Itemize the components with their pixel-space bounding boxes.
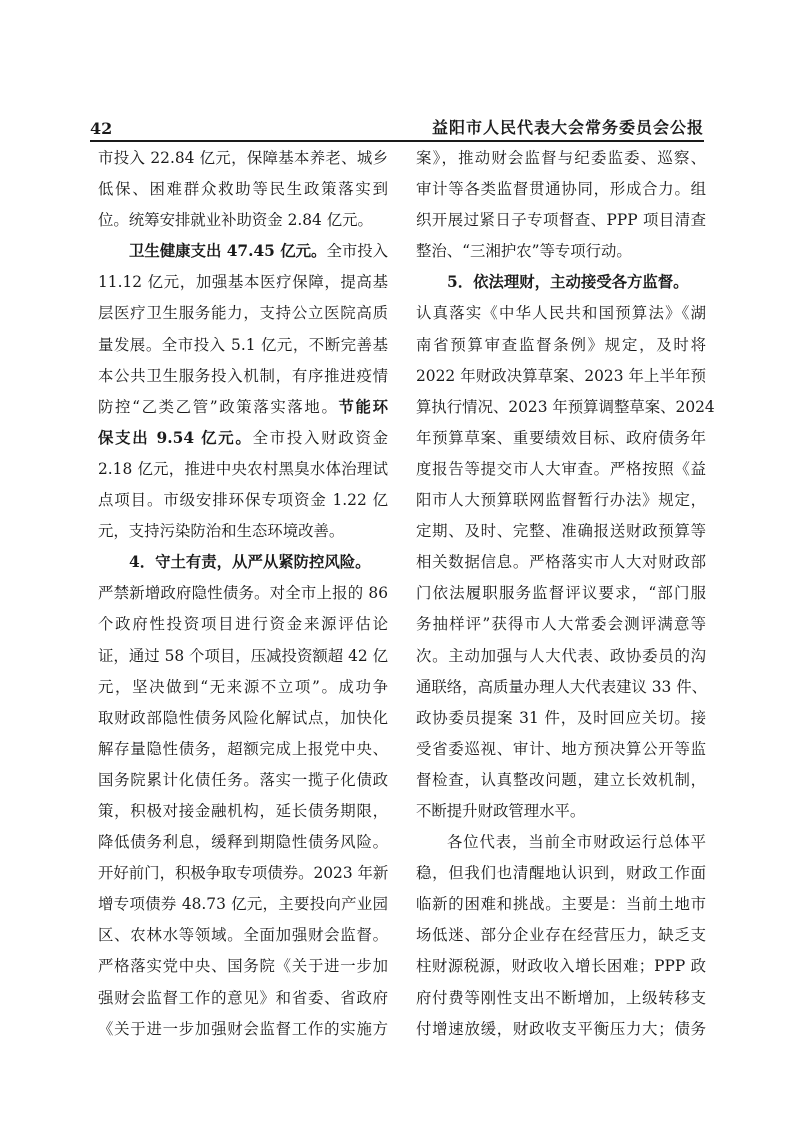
text-run: 证，通过 58 个项目，压减投资额超 42 亿 bbox=[98, 646, 388, 665]
text-run: 阳市人大预算联网监督暂行办法》规定， bbox=[416, 491, 706, 510]
text-run: 降低债务利息，缓释到期隐性债务风险。 bbox=[98, 833, 388, 852]
text-run: 本公共卫生服务投入机制，有序推进疫情 bbox=[98, 366, 388, 385]
text-run: 《关于进一步加强财会监督工作的实施方 bbox=[98, 1019, 388, 1038]
text-run: 认真落实《中华人民共和国预算法》《湖 bbox=[416, 304, 706, 323]
text-run: 11.12 亿元，加强基本医疗保障，提高基 bbox=[98, 273, 388, 292]
text-run: 柱财源税源，财政收入增长困难；PPP 政 bbox=[416, 957, 706, 976]
text-run: 场低迷、部分企业存在经营压力，缺乏支 bbox=[416, 926, 706, 945]
text-run: 点项目。市级安排环保专项资金 1.22 亿 bbox=[98, 491, 388, 510]
text-run: 案》，推动财会监督与纪委监委、巡察、 bbox=[416, 149, 706, 167]
page-number: 42 bbox=[90, 119, 113, 138]
text-line bbox=[98, 734, 388, 765]
text-line bbox=[416, 641, 706, 672]
text-run: 强财会监督工作的意见》和省委、省政府 bbox=[98, 988, 388, 1007]
text-line bbox=[416, 951, 706, 982]
text-run: 2022 年财政决算草案、2023 年上半年预 bbox=[416, 366, 706, 385]
text-line bbox=[416, 454, 706, 485]
text-run: 算执行情况、2023 年预算调整草案、2024 bbox=[416, 397, 715, 416]
text-run: 各位代表，当前全市财政运行总体平 bbox=[447, 833, 706, 852]
text-run: 次。主动加强与人大代表、政协委员的沟 bbox=[416, 646, 706, 665]
text-line bbox=[416, 920, 706, 951]
text-run: 解存量隐性债务，超额完成上报党中央、 bbox=[98, 739, 388, 758]
text-run: 区、农林水等领域。全面加强财会监督。 bbox=[98, 926, 388, 945]
text-run: 严格落实党中央、国务院《关于进一步加 bbox=[98, 957, 388, 976]
text-line bbox=[98, 609, 388, 640]
text-run: 严禁新增政府隐性债务。对全市上报的 86 bbox=[98, 584, 388, 603]
text-line bbox=[98, 641, 388, 672]
text-run: 全市投入 bbox=[326, 242, 389, 261]
text-line bbox=[98, 889, 388, 920]
text-line bbox=[416, 858, 706, 889]
text-line bbox=[98, 796, 388, 827]
text-run: 南省预算审查监督条例》规定，及时将 bbox=[416, 335, 706, 354]
bold-text: 节能环 bbox=[338, 397, 388, 416]
journal-title: 益阳市人民代表大会常务委员会公报 bbox=[431, 118, 704, 137]
text-run: 稳，但我们也清醒地认识到，财政工作面 bbox=[416, 864, 706, 883]
bold-text: 4．守土有责，从严从紧防控风险。 bbox=[129, 553, 371, 572]
text-line bbox=[416, 392, 715, 423]
text-run: 相关数据信息。严格落实市人大对财政部 bbox=[416, 553, 706, 572]
text-run: 防控“乙类乙管”政策落实落地。 bbox=[98, 397, 339, 416]
text-run: 个政府性投资项目进行资金来源评估论 bbox=[98, 615, 388, 634]
text-run: 府付费等刚性支出不断增加，上级转移支 bbox=[416, 988, 706, 1007]
text-run: 国务院累计化债任务。落实一揽子化债政 bbox=[98, 770, 388, 789]
text-line bbox=[416, 889, 706, 920]
text-line bbox=[98, 361, 388, 392]
text-line bbox=[98, 983, 388, 1014]
right-column bbox=[416, 143, 715, 1045]
text-line bbox=[416, 827, 706, 858]
text-line bbox=[98, 454, 388, 485]
page-header bbox=[90, 112, 704, 142]
text-line bbox=[416, 516, 706, 547]
text-run: 开好前门，积极争取专项债券。2023 年新 bbox=[98, 864, 389, 883]
text-run: 全市投入财政资金 bbox=[252, 428, 388, 447]
text-line bbox=[98, 236, 388, 267]
text-run: 通联络，高质量办理人大代表建议 33 件、 bbox=[416, 677, 708, 696]
left-column bbox=[98, 143, 388, 1045]
text-line bbox=[98, 765, 388, 796]
text-line bbox=[416, 765, 706, 796]
bold-text: 5．依法理财，主动接受各方监督。 bbox=[447, 273, 689, 292]
text-line bbox=[416, 703, 706, 734]
text-run: 度报告等提交市人大审查。严格按照《益 bbox=[416, 459, 706, 478]
text-line bbox=[416, 672, 706, 703]
text-line bbox=[98, 267, 388, 298]
text-run: 元，坚决做到“无来源不立项”。成功争 bbox=[98, 677, 388, 696]
text-line bbox=[416, 330, 706, 361]
text-line bbox=[98, 1014, 388, 1045]
text-run: 审计等各类监督贯通协同，形成合力。组 bbox=[416, 180, 706, 199]
text-run: 整治、“三湘护农”等专项行动。 bbox=[416, 242, 632, 261]
text-line bbox=[416, 236, 706, 267]
text-line bbox=[98, 485, 388, 516]
text-line bbox=[98, 703, 388, 734]
text-run: 市投入 22.84 亿元，保障基本养老、城乡 bbox=[98, 149, 388, 167]
text-line bbox=[416, 796, 706, 827]
text-line bbox=[98, 174, 388, 205]
text-run: 督检查，认真整改问题，建立长效机制， bbox=[416, 770, 706, 789]
text-line bbox=[416, 361, 706, 392]
text-line bbox=[98, 858, 388, 889]
text-line bbox=[416, 485, 706, 516]
text-run: 年预算草案、重要绩效目标、政府债务年 bbox=[416, 428, 706, 447]
text-line bbox=[98, 516, 388, 547]
text-line bbox=[416, 174, 706, 205]
text-line bbox=[98, 951, 388, 982]
text-line bbox=[416, 734, 706, 765]
text-line bbox=[98, 205, 388, 236]
text-line bbox=[416, 1014, 706, 1045]
text-run: 量发展。全市投入 5.1 亿元，不断完善基 bbox=[98, 335, 388, 354]
text-line bbox=[98, 578, 388, 609]
text-run: 临新的困难和挑战。主要是：当前土地市 bbox=[416, 895, 706, 914]
bold-text: 保支出 9.54 亿元。 bbox=[98, 428, 253, 447]
text-line bbox=[416, 267, 706, 298]
text-line bbox=[416, 609, 706, 640]
text-run: 门依法履职服务监督评议要求，“部门服 bbox=[416, 584, 706, 603]
text-line bbox=[416, 423, 706, 454]
bold-text: 卫生健康支出 47.45 亿元。 bbox=[129, 242, 327, 261]
text-line bbox=[416, 578, 706, 609]
text-line bbox=[416, 298, 706, 329]
text-run: 定期、及时、完整、准确报送财政预算等 bbox=[416, 522, 706, 541]
text-run: 不断提升财政管理水平。 bbox=[416, 801, 586, 820]
text-run: 织开展过紧日子专项督查、PPP 项目清查 bbox=[416, 211, 706, 230]
text-run: 2.18 亿元，推进中央农村黑臭水体治理试 bbox=[98, 459, 388, 478]
text-line bbox=[98, 298, 388, 329]
text-run: 元，支持污染防治和生态环境改善。 bbox=[98, 522, 345, 541]
text-line bbox=[98, 423, 388, 454]
text-line bbox=[98, 143, 388, 174]
text-line bbox=[416, 547, 706, 578]
text-line bbox=[98, 330, 388, 361]
text-line bbox=[98, 920, 388, 951]
header-rule bbox=[90, 140, 704, 142]
text-run: 付增速放缓，财政收支平衡压力大；债务 bbox=[416, 1019, 706, 1038]
text-line bbox=[416, 983, 706, 1014]
text-run: 位。统筹安排就业补助资金 2.84 亿元。 bbox=[98, 211, 373, 230]
text-run: 受省委巡视、审计、地方预决算公开等监 bbox=[416, 739, 706, 758]
text-line bbox=[98, 392, 388, 423]
text-run: 政协委员提案 31 件，及时回应关切。接 bbox=[416, 708, 706, 727]
text-line bbox=[98, 547, 388, 578]
text-run: 取财政部隐性债务风险化解试点，加快化 bbox=[98, 708, 388, 727]
text-run: 策，积极对接金融机构，延长债务期限， bbox=[98, 801, 388, 820]
text-run: 层医疗卫生服务能力，支持公立医院高质 bbox=[98, 304, 388, 323]
text-run: 增专项债券 48.73 亿元，主要投向产业园 bbox=[98, 895, 388, 914]
text-line bbox=[416, 205, 706, 236]
text-line bbox=[98, 827, 388, 858]
text-line bbox=[98, 672, 388, 703]
text-run: 低保、困难群众救助等民生政策落实到 bbox=[98, 180, 388, 199]
text-line bbox=[416, 143, 706, 174]
text-run: 务抽样评”获得市人大常委会测评满意等 bbox=[416, 615, 706, 634]
